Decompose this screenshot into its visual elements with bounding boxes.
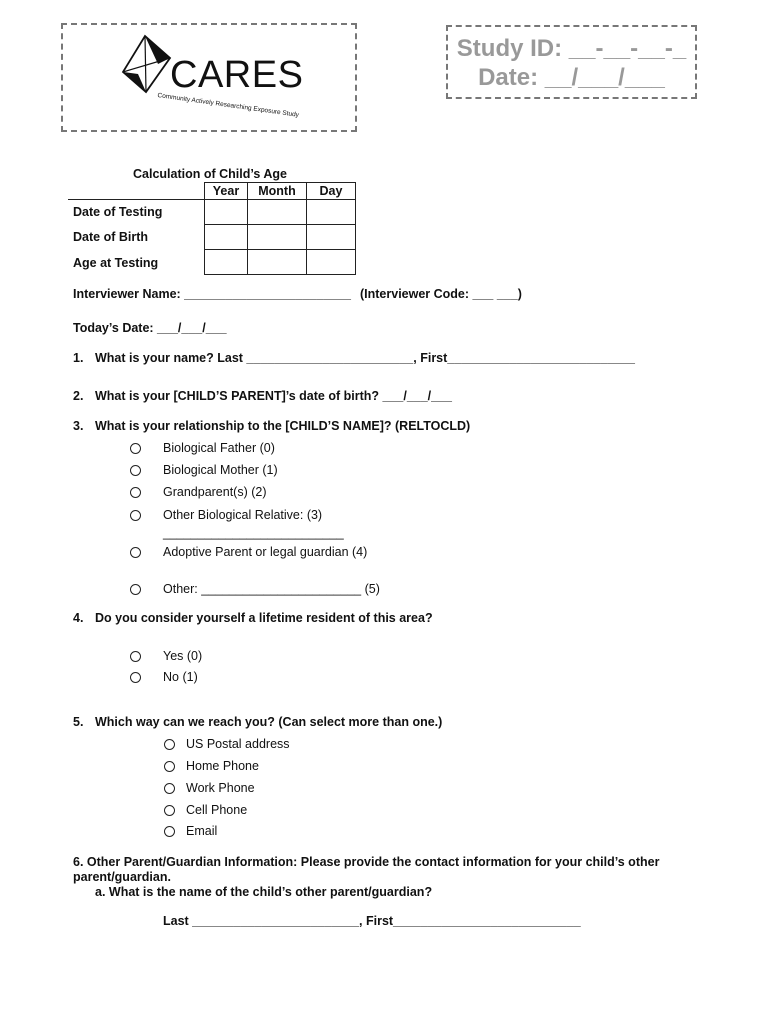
col-day: Day [307,183,356,200]
birth-year-cell[interactable] [205,225,248,250]
row-age-at-testing: Age at Testing [73,256,159,270]
question-1-text[interactable]: What is your name? Last ________________________, First___________________________ [95,351,635,365]
col-year: Year [205,183,248,200]
q5-check-work-phone[interactable] [164,783,175,794]
question-3-text: What is your relationship to the [CHILD’S NAME]? (RELTOCLD) [95,419,471,433]
q3-radio-grandparent[interactable] [130,487,141,498]
q3-option-other[interactable]: Other: _______________________ (5) [163,582,380,596]
q5-option-email: Email [186,824,218,838]
q3-radio-biological-mother[interactable] [130,465,141,476]
question-2-text[interactable]: What is your [CHILD’S PARENT]’s date of birth? ___/___/___ [95,389,453,403]
question-4-number: 4. [73,611,84,625]
testing-year-cell[interactable] [205,200,248,225]
q3-radio-other-relative[interactable] [130,510,141,521]
question-5-number: 5. [73,715,84,729]
birth-day-cell[interactable] [307,225,356,250]
age-table-title: Calculation of Child’s Age [133,167,287,181]
logo-tagline: Community Actively Researching Exposure Study [157,92,300,119]
q3-radio-adoptive-parent[interactable] [130,547,141,558]
interviewer-code-field[interactable]: (Interviewer Code: ___ ___) [360,287,522,301]
q3-option-biological-father: Biological Father (0) [163,441,275,455]
q3-other-relative-blank[interactable]: __________________________ [163,526,344,540]
question-3-number: 3. [73,419,84,433]
question-6-line-1: 6. Other Parent/Guardian Information: Please provide the contact information for your child’s other [73,855,660,869]
q5-option-us-postal: US Postal address [186,737,290,751]
q3-option-other-relative: Other Biological Relative: (3) [163,508,323,522]
question-4-text: Do you consider yourself a lifetime resident of this area? [95,611,433,625]
question-1 [73,351,635,365]
q5-check-us-postal[interactable] [164,739,175,750]
age-day-cell[interactable] [307,250,356,275]
question-3 [73,419,470,433]
question-2-number: 2. [73,389,84,403]
q5-option-home-phone: Home Phone [186,759,259,773]
question-4 [73,611,433,625]
age-month-cell[interactable] [248,250,307,275]
q4-radio-yes[interactable] [130,651,141,662]
date-field[interactable]: Date: __/___/___ [478,64,665,91]
row-date-of-birth: Date of Birth [73,230,148,244]
col-month: Month [248,183,307,200]
row-divider [68,199,204,200]
q3-radio-biological-father[interactable] [130,443,141,454]
testing-day-cell[interactable] [307,200,356,225]
study-id-field[interactable]: Study ID: __-__-__-_ [456,35,687,62]
question-6a: a. What is the name of the child’s other parent/guardian? [95,885,433,899]
question-1-number: 1. [73,351,84,365]
q5-check-home-phone[interactable] [164,761,175,772]
question-2 [73,389,452,403]
todays-date-field[interactable]: Today’s Date: ___/___/___ [73,321,227,335]
q5-check-cell-phone[interactable] [164,805,175,816]
q5-option-cell-phone: Cell Phone [186,803,248,817]
q5-check-email[interactable] [164,826,175,837]
question-5 [73,715,442,729]
study-id-box [446,25,697,99]
q3-option-biological-mother: Biological Mother (1) [163,463,278,477]
testing-month-cell[interactable] [248,200,307,225]
q4-option-yes: Yes (0) [163,649,203,663]
logo-wordmark: CARES [170,54,304,96]
q4-option-no: No (1) [163,670,198,684]
age-table [204,182,356,275]
q5-option-work-phone: Work Phone [186,781,255,795]
q3-option-adoptive-parent: Adoptive Parent or legal guardian (4) [163,545,368,559]
question-6-name-field[interactable]: Last ________________________, First___________________________ [163,914,581,928]
q3-option-grandparent: Grandparent(s) (2) [163,485,267,499]
row-date-of-testing: Date of Testing [73,205,163,219]
q4-radio-no[interactable] [130,672,141,683]
question-5-text: Which way can we reach you? (Can select more than one.) [95,715,443,729]
age-year-cell[interactable] [205,250,248,275]
birth-month-cell[interactable] [248,225,307,250]
question-6-line-2: parent/guardian. [73,870,171,884]
interviewer-name-field[interactable]: Interviewer Name: ________________________ [73,287,352,301]
q3-radio-other[interactable] [130,584,141,595]
